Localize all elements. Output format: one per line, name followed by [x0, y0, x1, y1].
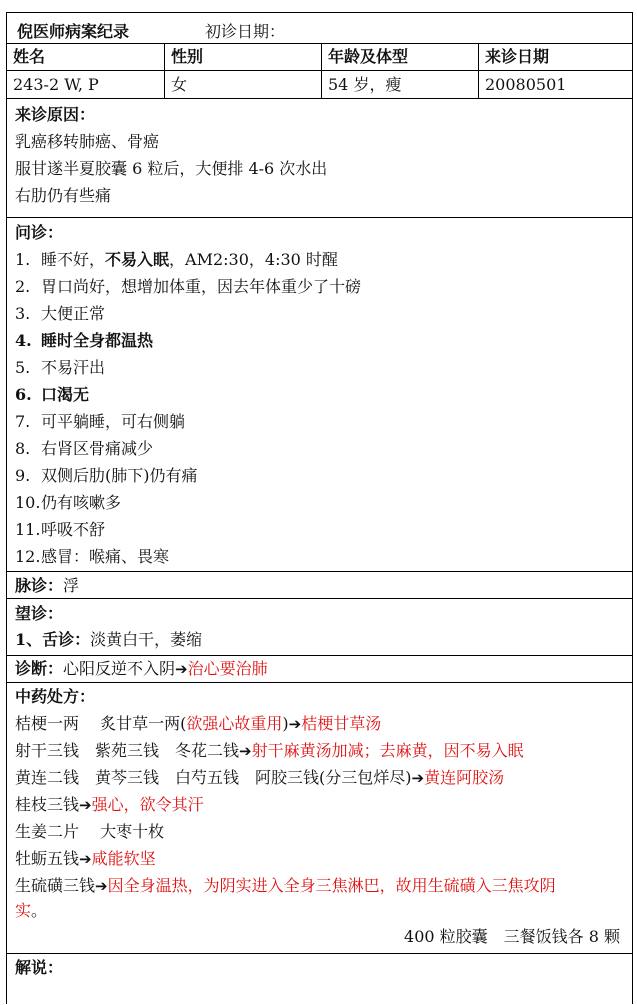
list-item: 3. 大便正常 [15, 304, 106, 323]
prescription-line: 桔梗一两 炙甘草一两(欲强心故重用)➔桔梗甘草汤 [15, 714, 382, 733]
inquiry-label: 问诊： [15, 223, 64, 242]
case-record-form [6, 12, 633, 1004]
arrow-icon: ➔ [95, 877, 108, 895]
header-gender: 性别 [165, 43, 322, 70]
header-visit-date: 来诊日期 [485, 47, 550, 66]
list-item: 10.仍有咳嗽多 [15, 493, 122, 512]
list-item: 4. 睡时全身都温热 [15, 331, 154, 350]
visit-reason-line: 服甘遂半夏胶囊 6 粒后，大便排 4-6 次水出 [15, 159, 328, 178]
list-item: 2. 胃口尚好，想增加体重，因去年体重少了十磅 [15, 277, 362, 296]
diagnosis-value: 心阳反逆不入阴 [63, 659, 176, 678]
list-item: 7. 可平躺睡，可右侧躺 [15, 412, 186, 431]
patient-info-table [7, 43, 632, 99]
prescription-line: 生硫磺三钱➔因全身温热，为阴实进入全身三焦淋巴，故用生硫磺入三焦攻阴 [15, 876, 556, 895]
visit-reason-section [7, 99, 632, 218]
form-header [7, 13, 632, 44]
diagnosis-section [7, 656, 632, 683]
list-item: 8. 右肾区骨痛减少 [15, 439, 154, 458]
prescription-line: 生姜二片 大枣十枚 [15, 822, 165, 841]
explanation-label: 解说： [15, 958, 64, 977]
prescription-line: 实。 [15, 901, 48, 920]
diagnosis-note: 治心要治肺 [187, 659, 268, 678]
visit-reason-line: 右肋仍有些痛 [15, 186, 112, 205]
list-item: 9. 双侧后肋(肺下)仍有痛 [15, 466, 198, 485]
prescription-line: 桂枝三钱➔强心，欲令其汗 [15, 795, 204, 814]
prescription-line: 黄连二钱 黄芩三钱 白芍五钱 阿胶三钱(分三包烊尽)➔黄连阿胶汤 [15, 768, 505, 787]
arrow-icon: ➔ [79, 796, 92, 814]
patient-age-build: 54 岁，瘦 [322, 71, 479, 98]
prescription-section [7, 683, 632, 954]
inquiry-section [7, 218, 632, 572]
observation-section [7, 599, 632, 656]
prescription-label: 中药处方： [15, 687, 96, 706]
list-item: 12.感冒：喉痛、畏寒 [15, 547, 170, 566]
table-row [7, 71, 632, 99]
first-visit-date-label: 初诊日期： [205, 22, 286, 41]
list-item: 11.呼吸不舒 [15, 520, 106, 539]
header-name: 姓名 [7, 43, 165, 70]
patient-gender: 女 [165, 71, 322, 98]
visit-reason-line: 乳癌移转肺癌、骨癌 [15, 132, 160, 151]
prescription-line: 牡蛎五钱➔咸能软坚 [15, 849, 156, 868]
tongue-value: 淡黄白干，萎缩 [90, 630, 203, 649]
arrow-icon: ➔ [411, 769, 425, 787]
tongue-label: 1、舌诊： [15, 630, 91, 649]
prescription-line: 射干三钱 紫苑三钱 冬花二钱➔射干麻黄汤加减；去麻黄，因不易入眠 [15, 741, 524, 760]
pulse-value: 浮 [63, 576, 80, 595]
diagnosis-label: 诊断： [15, 659, 64, 678]
header-age-build: 年龄及体型 [322, 43, 479, 70]
pulse-label: 脉诊： [15, 576, 64, 595]
table-header-row [7, 43, 632, 71]
list-item: 1. 睡不好，不易入眠，AM2:30，4:30 时醒 [15, 250, 338, 269]
list-item: 5. 不易汗出 [15, 358, 106, 377]
arrow-icon: ➔ [288, 715, 302, 733]
arrow-icon: ➔ [175, 660, 188, 678]
form-title: 倪医师病案纪录 [17, 22, 130, 41]
observation-label: 望诊： [15, 604, 64, 623]
arrow-icon: ➔ [239, 742, 252, 760]
visit-date: 20080501 [485, 75, 567, 94]
arrow-icon: ➔ [79, 850, 92, 868]
dosage-note: 400 粒胶囊 三餐饭钱各 8 颗 [404, 927, 620, 946]
explanation-section [7, 954, 632, 1005]
patient-name: 243-2 W, P [7, 71, 165, 98]
pulse-section [7, 572, 632, 599]
list-item: 6. 口渴无 [15, 385, 90, 404]
visit-reason-label: 来诊原因： [15, 105, 96, 124]
